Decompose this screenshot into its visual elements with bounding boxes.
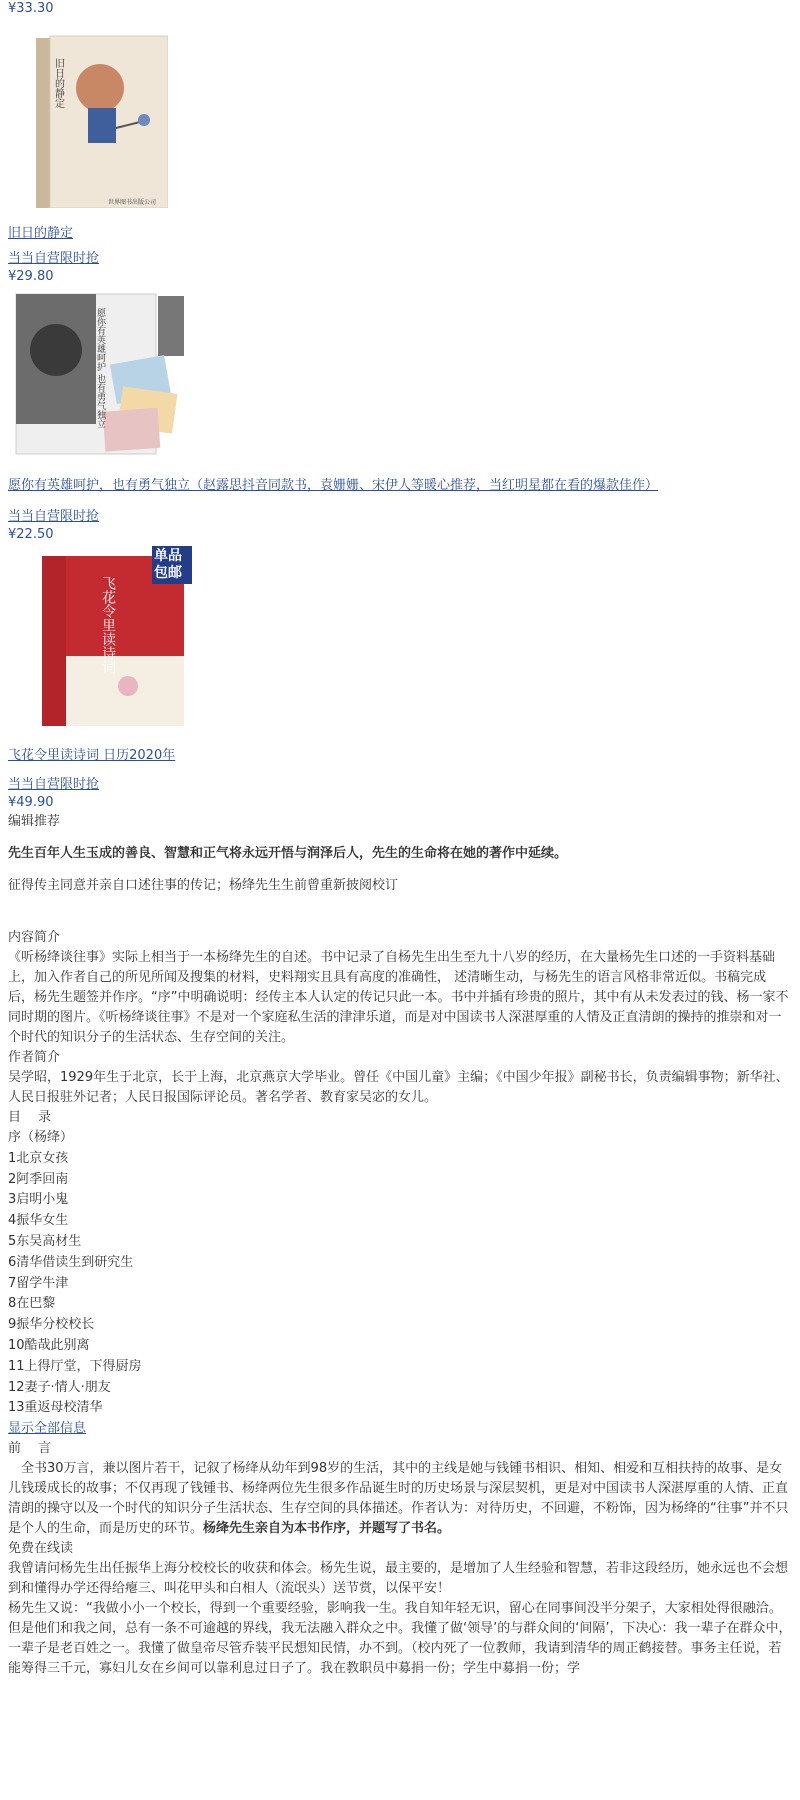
- price: ¥33.30: [8, 1, 54, 16]
- price: ¥29.80: [8, 269, 54, 284]
- toc-item: 4振华女生: [8, 1213, 69, 1229]
- toc-item: 8在巴黎: [8, 1296, 56, 1312]
- free-read-paragraph: 我曾请问杨先生出任振华上海分校校长的收获和体会。杨先生说，最主要的，是增加了人生经验和智慧，若非这段经历，她永远也不会想到和懂得办学还得给瘪三、叫花甲头和白相人（流氓头）送节赏，以保平安！: [8, 1561, 789, 1597]
- toc-item: 9振华分校校长: [8, 1317, 95, 1333]
- cover-title: 旧日的静定: [52, 58, 64, 108]
- toc-list: [8, 1128, 792, 1419]
- section-heading: 编辑推荐: [8, 814, 61, 829]
- section-heading: 目 录: [8, 1110, 52, 1125]
- promo-tag-link[interactable]: 当当自营限时抢: [8, 777, 100, 792]
- book-cover-image[interactable]: [8, 18, 168, 208]
- toc-item: 1北京女孩: [8, 1150, 69, 1166]
- toc-item: 序（杨绛）: [8, 1130, 74, 1145]
- section-heading: 免费在线读: [8, 1541, 74, 1557]
- section-heading: 内容简介: [8, 930, 61, 945]
- price: ¥49.90: [8, 795, 54, 810]
- toc-item: 6清华借读生到研究生: [8, 1254, 134, 1270]
- free-shipping-badge: 单品包邮: [154, 548, 182, 581]
- toc-item: 12妻子·情人·朋友: [8, 1379, 111, 1395]
- toc-item: 2阿季回南: [8, 1171, 69, 1187]
- product-title-link[interactable]: 旧日的静定: [8, 226, 74, 241]
- toc-item: 11上得厅堂，下得厨房: [8, 1358, 142, 1374]
- book-cover-image[interactable]: [8, 546, 208, 736]
- cover-title: 飞花令里读诗词: [100, 576, 116, 674]
- cover-title: 愿你有英雄呵护 也有勇气独立: [95, 308, 105, 428]
- price: ¥22.50: [8, 527, 54, 542]
- cover-publisher: 世界图书出版公司: [108, 199, 157, 206]
- promo-tag-link[interactable]: 当当自营限时抢: [8, 509, 100, 524]
- toc-item: 5东吴高材生: [8, 1233, 82, 1249]
- section-heading: 作者简介: [8, 1050, 61, 1065]
- product-title-link[interactable]: 飞花令里读诗词 日历2020年: [8, 748, 176, 763]
- toc-item: 3启明小鬼: [8, 1192, 69, 1208]
- section-heading: 前 言: [8, 1441, 52, 1457]
- author-text: 吴学昭，1929年生于北京，长于上海，北京燕京大学毕业。曾任《中国儿童》主编；《中国少年报》副秘书长，负责编辑事物；新华社、人民日报驻外记者；人民日报国际评论员。著名学者、教育家吴宓的女儿。: [8, 1070, 789, 1105]
- promo-tag-link[interactable]: 当当自营限时抢: [8, 251, 100, 266]
- toc-item: 7留学牛津: [8, 1275, 69, 1291]
- toc-item: 10酷哉此别离: [8, 1337, 90, 1353]
- preface-bold: 杨绛先生亲自为本书作序，并题写了书名。: [203, 1521, 451, 1537]
- show-all-link[interactable]: 显示全部信息: [8, 1421, 87, 1437]
- book-cover-image[interactable]: [8, 290, 188, 460]
- preface-text: 全书30万言，兼以图片若干，记叙了杨绛从幼年到98岁的生活，其中的主线是她与钱锺书相识、相知、相爱和互相扶持的故事、是女儿钱瑗成长的故事；不仅再现了钱锺书、杨绛两位先生很多作品诞生时的历史场景与深层契机，更是对中国读书人深湛厚重的人情、正直清朗的操守以及一个时代的知识分子生活状态、生存空间的具体描述。作者认为：对待历史，不回避，不粉饰，因为杨绛的“往事”并不只是个人的生命，而是历史的环节。: [8, 1461, 789, 1537]
- editor-recommend-text: 征得传主同意并亲自口述往事的传记；杨绛先生生前曾重新披阅校订: [8, 878, 399, 893]
- intro-text: 《听杨绛谈往事》实际上相当于一本杨绛先生的自述。书中记录了自杨先生出生至九十八岁的经历，在大量杨先生口述的一手资料基础上，加入作者自己的所见所闻及搜集的材料，史料翔实且具有高度的准确性， 述清晰生动，与杨先生的语言风格非常近似。书稿完成后，杨先生题签并作序。“序”中明确说明：经传主本人认定的传记只此一本。书中并插有珍贵的照片，其中有从未发表过的钱、杨一家不同时期的图片。《听杨绛谈往事》不是对一个家庭私生活的津津乐道，而是对中国读书人深湛厚重的人情及正直清朗的操持的推崇和对一个时代的知识分子的生活状态、生存空间的关注。: [8, 950, 789, 1045]
- free-read-paragraph: 杨先生又说：“我做小小一个校长，得到一个重要经验，影响我一生。我自知年轻无识，留心在同事间没半分架子，大家相处得很融洽。但是他们和我之间，总有一条不可逾越的界线，我无法融入群众之中。我懂了做‘领导’的与群众间的‘间隔’，下决心：我一辈子在群众中，一辈子是老百姓之一。我懂了做皇帝尽管乔装平民想知民情，办不到。（校内死了一位教师，我请到清华的周正鹤接替。事务主任说，若能筹得三千元，寡妇儿女在乡间可以靠利息过日子了。我在教职员中募捐一份；学生中募捐一份；学: [8, 1601, 792, 1677]
- product-title-link[interactable]: 愿你有英雄呵护，也有勇气独立（赵露思抖音同款书，袁姗姗、宋伊人等暖心推荐，当红明星都在看的爆款佳作）: [8, 478, 659, 493]
- toc-item: 13重返母校清华: [8, 1400, 103, 1416]
- editor-recommend-bold: 先生百年人生玉成的善良、智慧和正气将永远开悟与润泽后人，先生的生命将在她的著作中延续。: [8, 846, 568, 861]
